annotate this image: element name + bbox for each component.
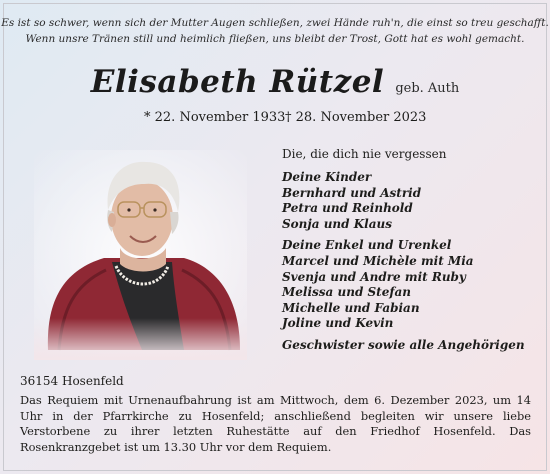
children-group bbox=[282, 170, 525, 232]
relatives-group bbox=[282, 338, 525, 354]
grandchildren-line: Marcel und Michèle mit Mia bbox=[282, 253, 474, 268]
children-line: Deine Kinder bbox=[282, 170, 372, 184]
poem-line-2: Wenn unsre Tränen still und heimlich fließen, uns bleibt der Trost, Gott hat es wohl gemacht. bbox=[25, 33, 525, 45]
name-heading bbox=[0, 64, 550, 100]
grandchildren-line: Melissa und Stefan bbox=[282, 285, 412, 300]
birth-date: * 22. November 1933 bbox=[144, 110, 286, 125]
poem-line-1: Es ist so schwer, wenn sich der Mutter Augen schließen, zwei Hände ruh'n, die einst so treu geschafft. bbox=[1, 17, 549, 29]
deceased-name: Elisabeth Rützel bbox=[90, 64, 385, 100]
grandchildren-line: Michelle und Fabian bbox=[282, 300, 420, 315]
children-line: Bernhard und Astrid bbox=[282, 185, 422, 200]
mourners-intro: Die, die dich nie vergessen bbox=[282, 147, 447, 161]
relatives-line: Geschwister sowie alle Angehörigen bbox=[282, 337, 525, 352]
grandchildren-group bbox=[282, 238, 525, 332]
mourners-block bbox=[282, 147, 525, 354]
portrait-photo bbox=[34, 150, 247, 360]
grandchildren-line: Joline und Kevin bbox=[282, 316, 394, 331]
requiem-text: Das Requiem mit Urnenaufbahrung ist am Mittwoch, dem 6. Dezember 2023, um 14 Uhr in der Pfarrkirche zu Hosenfeld; anschließend begleiten wir unsere liebe Verstorbene zu ihrer letzten Ruhestätte auf den Friedhof Hosenfeld. Das Rosenkranzgebet ist um 13.30 Uhr vor dem Requiem. bbox=[20, 393, 531, 454]
death-date: † 28. November 2023 bbox=[285, 110, 427, 125]
children-line: Sonja und Klaus bbox=[282, 216, 392, 231]
grandchildren-line: Deine Enkel und Urenkel bbox=[282, 238, 452, 253]
maiden-name: geb. Auth bbox=[395, 81, 460, 96]
children-line: Petra und Reinhold bbox=[282, 201, 413, 216]
place-line: 36154 Hosenfeld bbox=[20, 374, 124, 388]
grandchildren-line: Svenja und Andre mit Ruby bbox=[282, 269, 466, 284]
